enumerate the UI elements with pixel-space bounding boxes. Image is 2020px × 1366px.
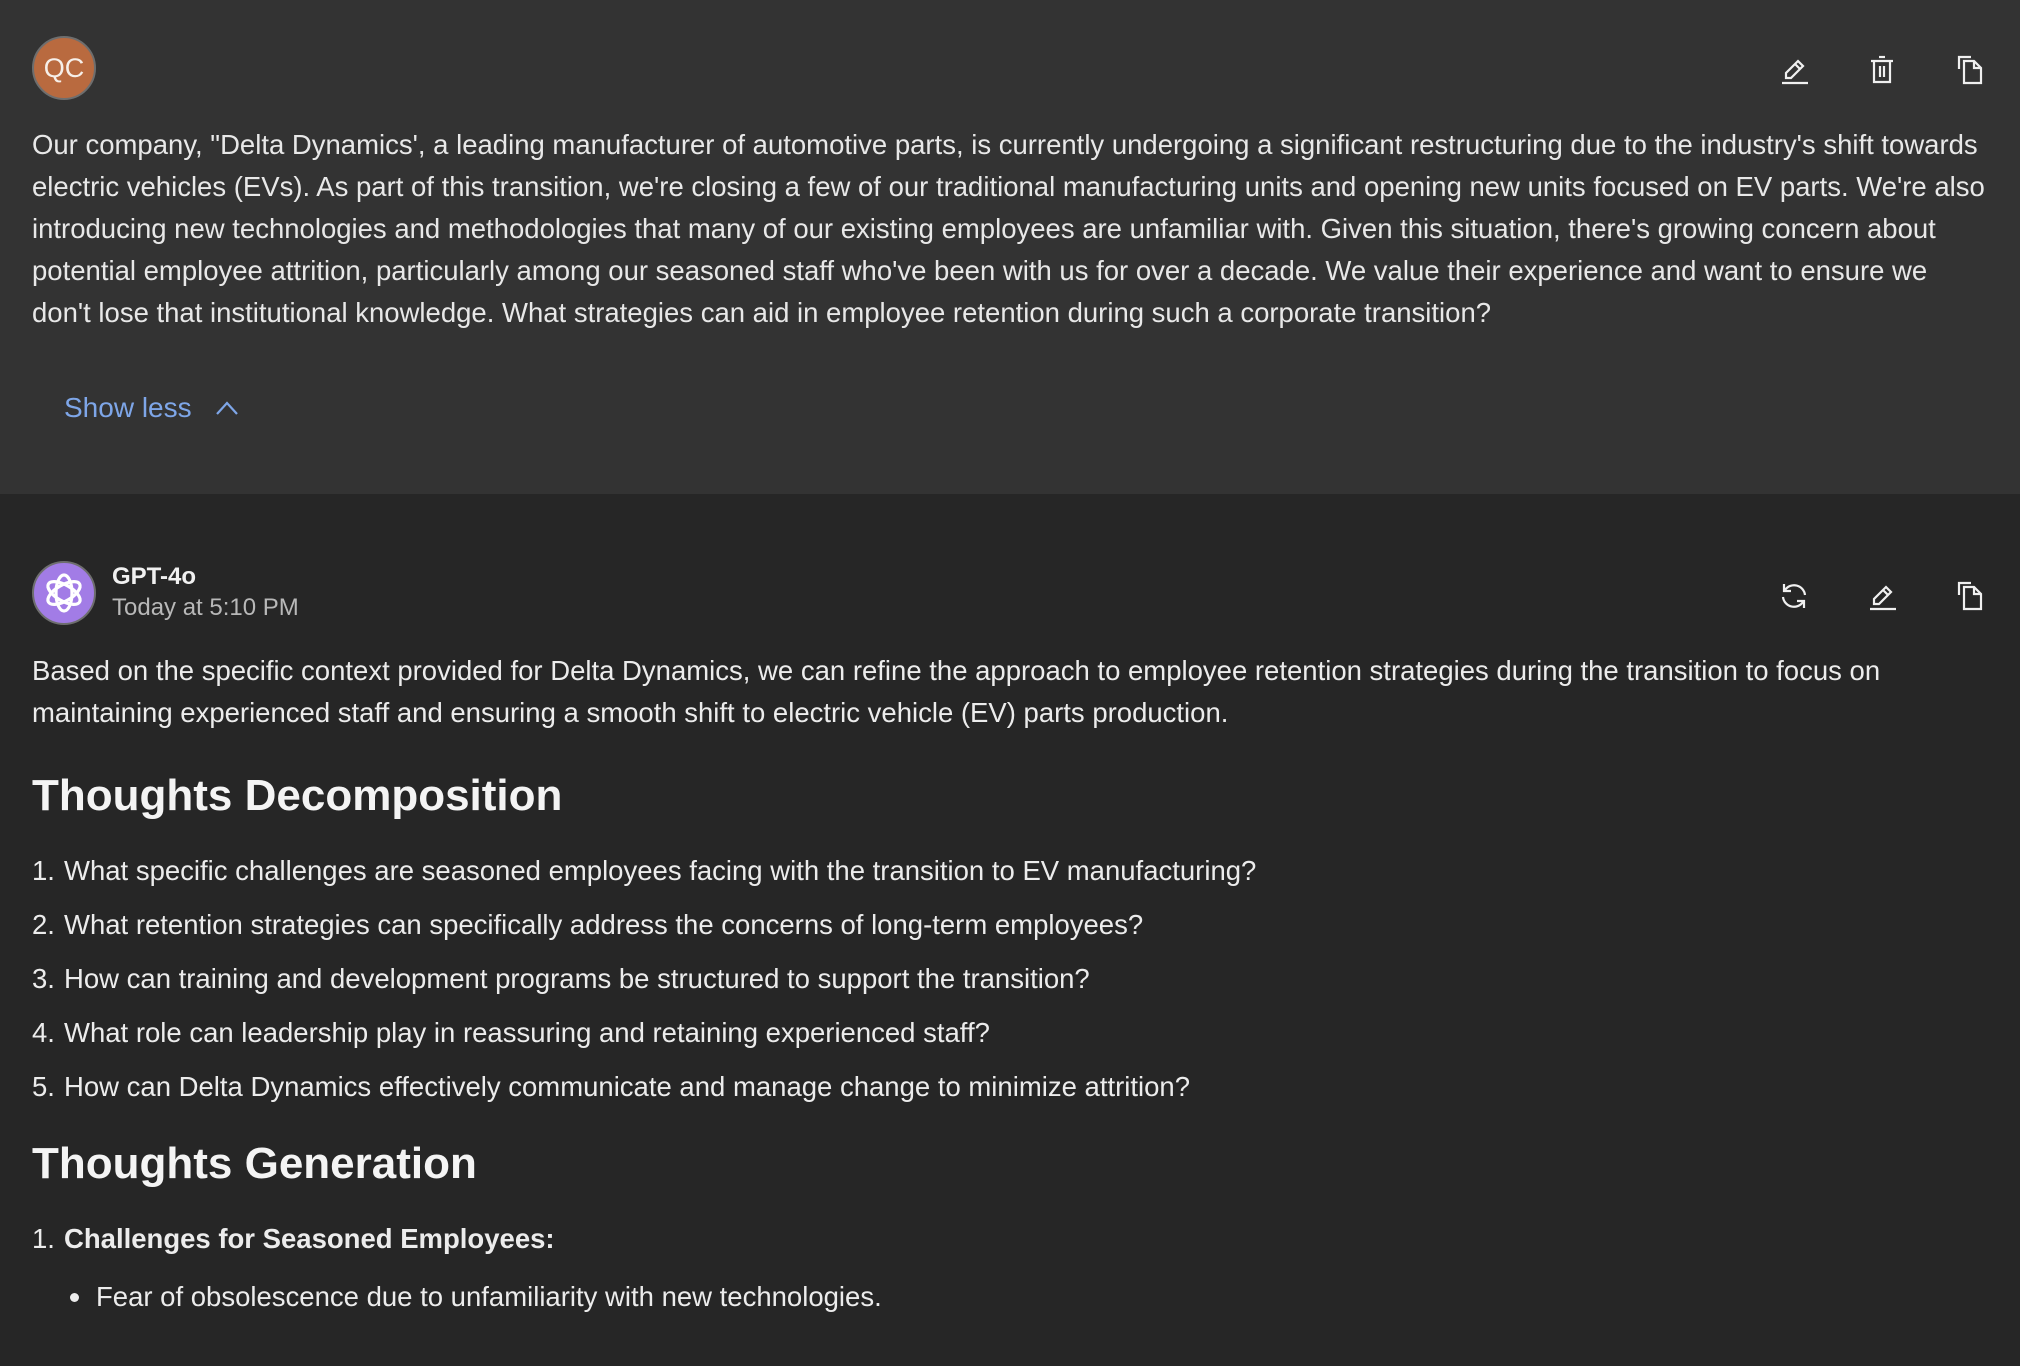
assistant-message-body <box>32 650 1992 1318</box>
list-item: 1. Challenges for Seasoned Employees: Fear of obsolescence due to unfamiliarity with new technologies. <box>32 1218 1992 1318</box>
model-name: GPT-4o <box>112 563 197 590</box>
generation-list <box>32 1218 1992 1318</box>
section-heading-generation: Thoughts Generation <box>32 1139 477 1188</box>
list-item: 3. How can training and development programs be structured to support the transition? <box>32 963 1090 994</box>
edit-button[interactable] <box>1838 566 1926 626</box>
copy-button[interactable] <box>1926 40 2014 100</box>
list-item: 2. What retention strategies can specifically address the concerns of long-term employees? <box>32 909 1144 940</box>
user-message-actions <box>1750 40 2014 100</box>
list-item: 1. What specific challenges are seasoned employees facing with the transition to EV manufacturing? <box>32 855 1257 886</box>
pencil-icon <box>1778 54 1810 86</box>
assistant-avatar <box>32 561 96 625</box>
user-avatar-initials: QC <box>43 52 85 83</box>
assistant-message-actions <box>1750 566 2014 626</box>
show-less-label: Show less <box>64 392 192 423</box>
bullet-item: Fear of obsolescence due to unfamiliarity with new technologies. <box>64 1276 1992 1318</box>
copy-button[interactable] <box>1926 566 2014 626</box>
openai-logo-icon <box>39 568 89 618</box>
list-item-title: Challenges for Seasoned Employees: <box>64 1223 555 1254</box>
copy-icon <box>1954 580 1986 612</box>
user-avatar <box>32 36 96 100</box>
chevron-up-icon <box>214 399 240 417</box>
message-timestamp: Today at 5:10 PM <box>112 594 299 621</box>
regenerate-button[interactable] <box>1750 566 1838 626</box>
delete-button[interactable] <box>1838 40 1926 100</box>
assistant-message <box>0 494 2020 1366</box>
section-heading-decomposition: Thoughts Decomposition <box>32 771 563 820</box>
pencil-icon <box>1866 580 1898 612</box>
list-item: 4. What role can leadership play in reassuring and retaining experienced staff? <box>32 1017 990 1048</box>
bullet-dot-icon <box>70 1293 79 1302</box>
list-item: 5. How can Delta Dynamics effectively communicate and manage change to minimize attrition? <box>32 1071 1190 1102</box>
edit-button[interactable] <box>1750 40 1838 100</box>
show-less-button[interactable] <box>64 392 240 424</box>
bullet-list <box>32 1276 1992 1318</box>
trash-icon <box>1866 54 1898 86</box>
intro-paragraph: Based on the specific context provided for Delta Dynamics, we can refine the approach to employee retention strategies during the transition to focus on maintaining experienced staff and ensuring a smooth shift to electric vehicle (EV) parts production. <box>32 655 1881 728</box>
user-message <box>0 0 2020 494</box>
copy-icon <box>1954 54 1986 86</box>
user-message-text: Our company, "Delta Dynamics', a leading manufacturer of automotive parts, is currently undergoing a significant restructuring due to the industry's shift towards electric vehicles (EVs). As part of this transition, we're closing a few of our traditional manufacturing units and opening new units focused on EV parts. We're also introducing new technologies and methodologies that many of our existing employees are unfamiliar with. Given this situation, there's growing concern about potential employee attrition, particularly among our seasoned staff who've been with us for over a decade. We value their experience and want to ensure we don't lose that institutional knowledge. What strategies can aid in employee retention during such a corporate transition? <box>32 129 1985 328</box>
refresh-icon <box>1778 580 1810 612</box>
decomposition-list <box>32 850 1992 1108</box>
assistant-meta <box>112 562 299 624</box>
